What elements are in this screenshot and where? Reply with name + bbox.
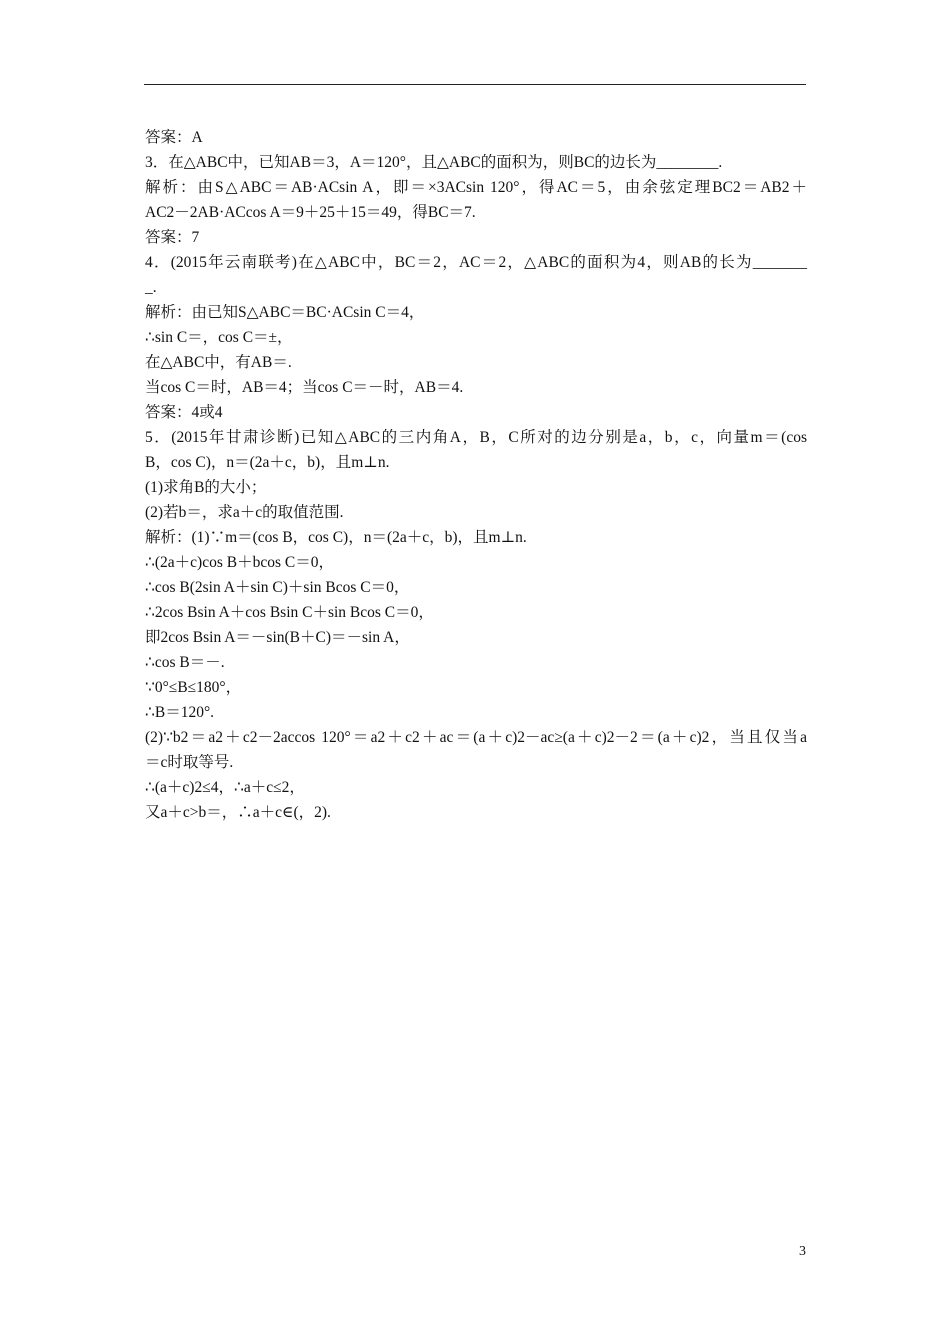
- solution-5-line-9: (2)∵b2＝a2＋c2－2accos 120°＝a2＋c2＋ac＝(a＋c)2－ac≥(a＋c)2－2＝(a＋c)2，当且仅当a: [145, 729, 807, 746]
- question-5-part-2: (2)若b＝，求a＋c的取值范围.: [145, 504, 344, 521]
- answer-line-2: 答案：A: [145, 129, 203, 146]
- question-5-line-1: 5．(2015年甘肃诊断)已知△ABC的三内角A，B，C所对的边分别是a，b，c，向量m＝(cos: [145, 429, 807, 446]
- solution-5-line-12: 又a＋c>b＝，∴a＋c∈(，2).: [145, 804, 331, 821]
- question-4-line-2: _.: [145, 279, 157, 296]
- solution-5-line-3: ∴cos B(2sin A＋sin C)＋sin Bcos C＝0，: [145, 579, 410, 596]
- header-rule: [144, 84, 806, 85]
- solution-4-line-4: 当cos C＝时，AB＝4；当cos C＝－时，AB＝4.: [145, 379, 464, 396]
- question-3: 3．在△ABC中，已知AB＝3，A＝120°，且△ABC的面积为，则BC的边长为________.: [145, 154, 723, 171]
- question-5-line-2: B，cos C)，n＝(2a＋c，b)，且m⊥n.: [145, 454, 390, 471]
- solution-3-line-2: AC2－2AB·ACcos A＝9＋25＋15＝49，得BC＝7.: [145, 204, 476, 221]
- solution-5-line-7: ∵0°≤B≤180°，: [145, 679, 242, 696]
- answer-line-3: 答案：7: [145, 229, 200, 246]
- solution-4-line-2: ∴sin C＝，cos C＝±，: [145, 329, 293, 346]
- solution-5-line-8: ∴B＝120°.: [145, 704, 215, 721]
- page-number: 3: [799, 1244, 806, 1259]
- question-4-line-1: 4．(2015年云南联考)在△ABC中，BC＝2，AC＝2，△ABC的面积为4，则AB的长为_______: [145, 254, 807, 271]
- document-body: [145, 125, 807, 825]
- answer-line-4: 答案：4或4: [145, 404, 223, 421]
- solution-5-line-1: 解析：(1)∵m＝(cos B，cos C)，n＝(2a＋c，b)，且m⊥n.: [145, 529, 527, 546]
- solution-5-line-11: ∴(a＋c)2≤4，∴a＋c≤2，: [145, 779, 305, 796]
- solution-5-line-6: ∴cos B＝－.: [145, 654, 225, 671]
- solution-5-line-4: ∴2cos Bsin A＋cos Bsin C＋sin Bcos C＝0，: [145, 604, 434, 621]
- solution-4-line-3: 在△ABC中，有AB＝.: [145, 354, 292, 371]
- solution-5-line-2: ∴(2a＋c)cos B＋bcos C＝0，: [145, 554, 334, 571]
- solution-3-line-1: 解析：由S△ABC＝AB·ACsin A，即＝×3ACsin 120°，得AC＝5，由余弦定理BC2＝AB2＋: [145, 179, 807, 196]
- solution-5-line-10: ＝c时取等号.: [145, 754, 234, 771]
- question-5-part-1: (1)求角B的大小；: [145, 479, 267, 496]
- solution-5-line-5: 即2cos Bsin A＝－sin(B＋C)＝－sin A，: [145, 629, 410, 646]
- solution-4-line-1: 解析：由已知S△ABC＝BC·ACsin C＝4，: [145, 304, 425, 321]
